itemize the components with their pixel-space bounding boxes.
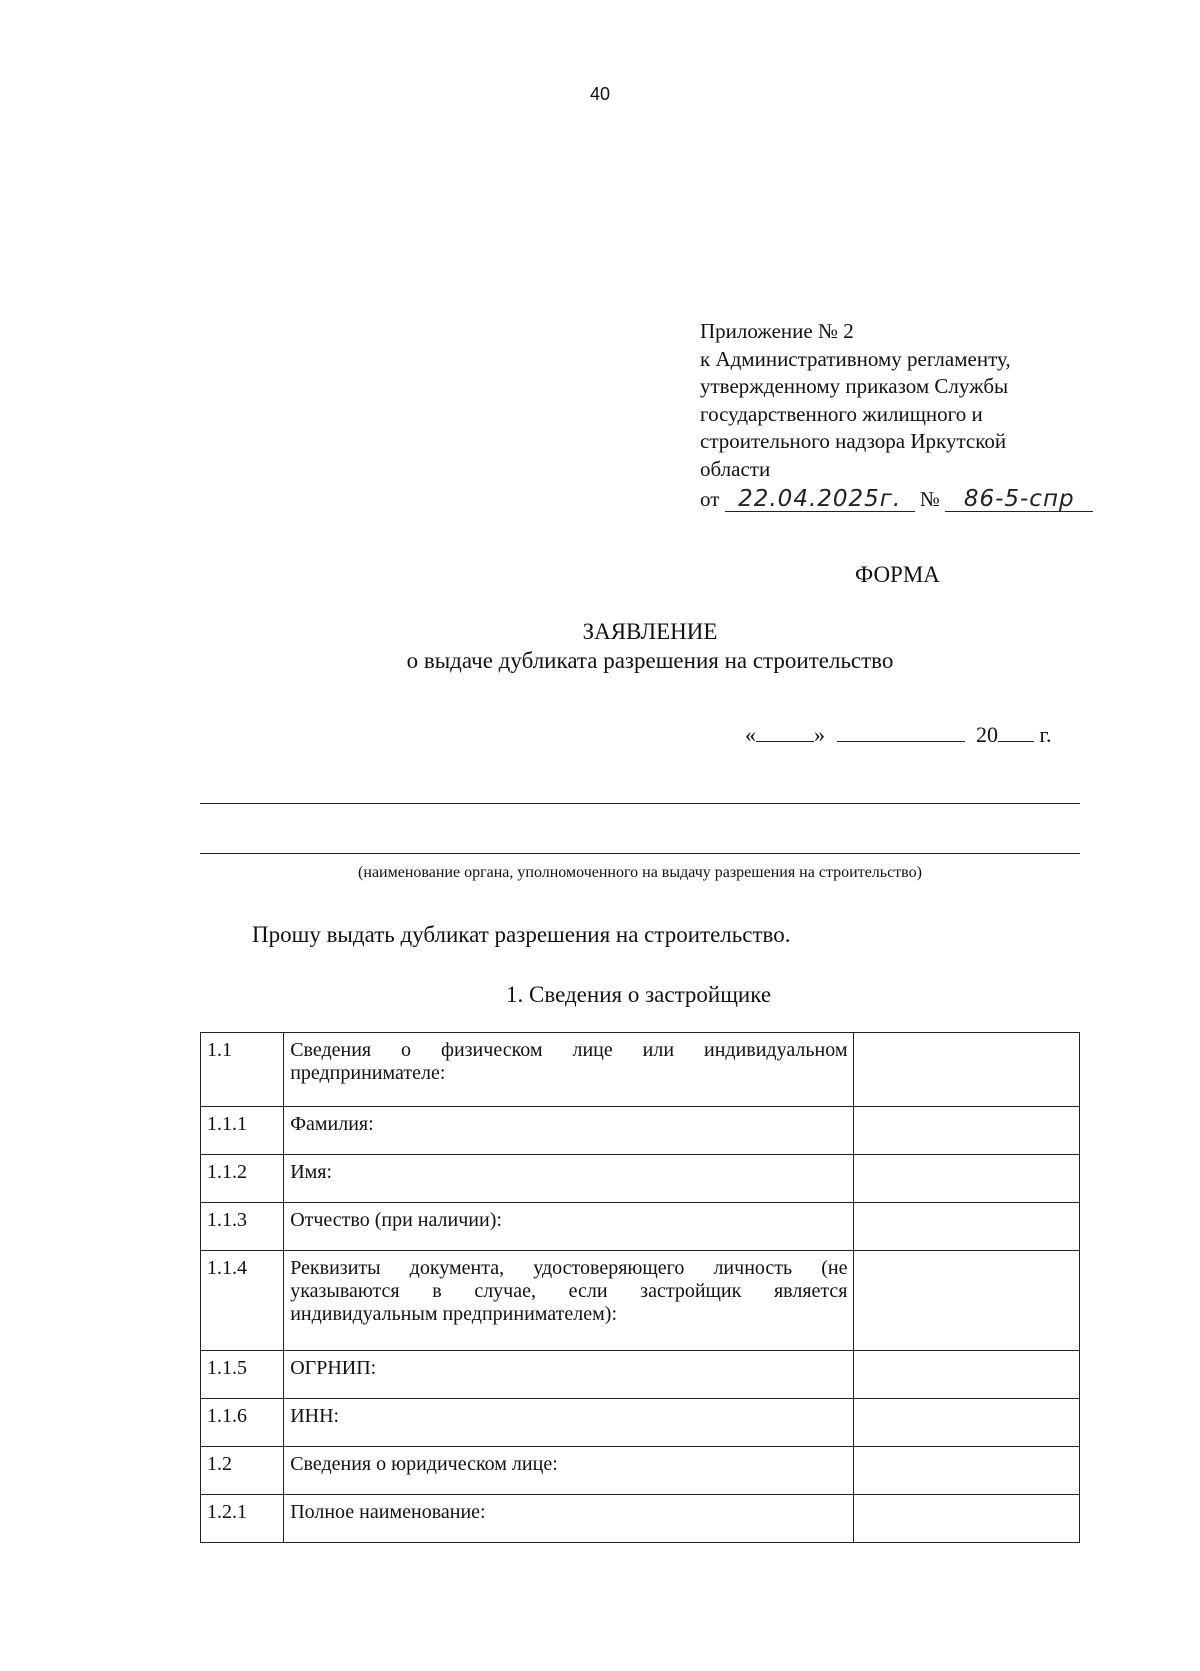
document-title: ЗАЯВЛЕНИЕ (582, 619, 718, 644)
appendix-line: государственного жилищного и (700, 401, 983, 426)
month-blank (837, 723, 965, 742)
section-title: 1. Сведения о застройщике (506, 982, 772, 1007)
table-row (201, 1203, 1080, 1251)
appendix-line: Приложение № 2 (700, 319, 854, 343)
row-value (854, 1447, 1080, 1495)
table-row (201, 1251, 1080, 1351)
year-prefix: 20 (976, 722, 998, 747)
open-quote: « (745, 722, 756, 747)
from-label: от (700, 487, 720, 511)
row-number: 1.2.1 (201, 1495, 284, 1543)
form-label: ФОРМА (855, 562, 940, 587)
row-label: ИНН: (284, 1399, 854, 1447)
appendix-header (700, 318, 1100, 483)
row-value (854, 1251, 1080, 1351)
page-number: 40 (589, 84, 611, 104)
year-blank (998, 723, 1034, 742)
authority-caption: (наименование органа, уполномоченного на выдачу разрешения на строительство) (358, 864, 922, 881)
row-value (854, 1351, 1080, 1399)
row-number: 1.1.1 (201, 1107, 284, 1155)
document-subtitle: о выдаче дубликата разрешения на строительство (406, 648, 894, 673)
appendix-line: области (700, 456, 771, 481)
row-value (854, 1399, 1080, 1447)
handwritten-date: 22.04.2025г. (725, 487, 915, 512)
row-value (854, 1203, 1080, 1251)
appendix-line: строительного надзора Иркутской (700, 429, 1007, 453)
row-label: Фамилия: (284, 1107, 854, 1155)
document-title-block (0, 617, 1200, 675)
developer-info-table (200, 1032, 1080, 1543)
row-number: 1.1.4 (201, 1251, 284, 1351)
row-label: Отчество (при наличии): (284, 1203, 854, 1251)
table-row (201, 1107, 1080, 1155)
row-label: Сведения о физическом лице или индивидуальном предпринимателе: (284, 1033, 854, 1107)
row-value (854, 1033, 1080, 1107)
row-number: 1.1.5 (201, 1351, 284, 1399)
row-label: Имя: (284, 1155, 854, 1203)
table-row (201, 1351, 1080, 1399)
table-row (201, 1155, 1080, 1203)
handwritten-number: 86-5-спр (945, 487, 1093, 512)
authority-name-line (200, 853, 1080, 854)
table-row (201, 1399, 1080, 1447)
close-quote: » (814, 722, 825, 747)
row-label: Полное наименование: (284, 1495, 854, 1543)
row-value (854, 1155, 1080, 1203)
row-value (854, 1107, 1080, 1155)
row-number: 1.2 (201, 1447, 284, 1495)
year-suffix: г. (1039, 722, 1052, 747)
number-label: № (919, 487, 940, 511)
row-label: ОГРНИП: (284, 1351, 854, 1399)
appendix-line: к Административному регламенту, (700, 346, 1011, 371)
authority-name-line (200, 803, 1080, 804)
row-number: 1.1.3 (201, 1203, 284, 1251)
table-row (201, 1495, 1080, 1543)
row-label: Реквизиты документа, удостоверяющего личность (не указываются в случае, если застройщик является индивидуальным предпринимателем): (284, 1251, 854, 1351)
row-number: 1.1.2 (201, 1155, 284, 1203)
row-label: Сведения о юридическом лице: (284, 1447, 854, 1495)
table-row (201, 1033, 1080, 1107)
day-blank (756, 723, 814, 742)
request-text: Прошу выдать дубликат разрешения на строительство. (252, 922, 791, 947)
row-number: 1.1 (201, 1033, 284, 1107)
order-reference (700, 487, 1093, 512)
application-date-line (745, 722, 1052, 748)
row-value (854, 1495, 1080, 1543)
row-number: 1.1.6 (201, 1399, 284, 1447)
appendix-line: утвержденному приказом Службы (700, 374, 1009, 398)
table-row (201, 1447, 1080, 1495)
